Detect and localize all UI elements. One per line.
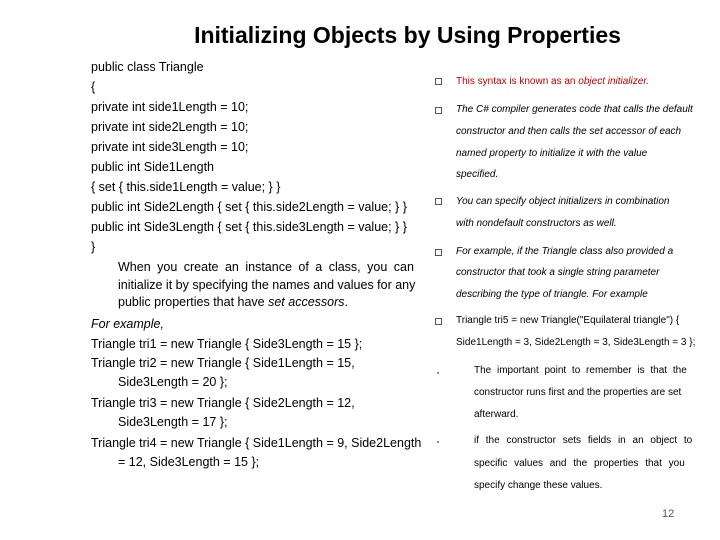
explanation-paragraph bbox=[118, 259, 421, 312]
bullet-text: constructor runs first and the properties are set bbox=[474, 387, 682, 398]
bullet-text: specified. bbox=[456, 169, 499, 180]
bullet-text bbox=[474, 365, 710, 376]
bullet-text: describing the type of triangle. For example bbox=[456, 289, 648, 300]
bullet-text: The C# compiler generates code that calls the default bbox=[456, 104, 693, 115]
code-line: { bbox=[91, 80, 96, 94]
for-example-label: For example, bbox=[91, 316, 164, 331]
paragraph-text: . bbox=[344, 295, 348, 309]
bullet-text: with nondefault constructors as well. bbox=[456, 218, 617, 229]
code-line: } bbox=[91, 240, 96, 254]
code-line: private int side1Length = 10; bbox=[91, 100, 249, 114]
square-bullet-icon bbox=[435, 318, 442, 325]
bullet-text: if the constructor sets fields in an object to bbox=[474, 435, 693, 446]
bullet-text: You can specify object initializers in combination bbox=[456, 196, 670, 207]
square-bullet-icon bbox=[435, 249, 442, 256]
emphasized-text: object initializer. bbox=[578, 76, 650, 87]
example-line: Triangle tri3 = new Triangle { Side2Length = 12, bbox=[91, 395, 355, 410]
bullet-text-red: This syntax is known as an bbox=[456, 76, 579, 87]
bullet-text: named property to initialize it with the value bbox=[456, 148, 648, 159]
code-line: public int Side3Length { set { this.side3Length = value; } } bbox=[91, 220, 407, 234]
slide-title: Initializing Objects by Using Properties bbox=[194, 22, 621, 48]
paragraph-line-1 bbox=[118, 259, 421, 277]
example-line-continuation: Side3Length = 20 }; bbox=[118, 374, 228, 389]
dot-bullet-icon bbox=[437, 372, 439, 374]
paragraph-text: public properties that have bbox=[118, 295, 269, 309]
bullet-text bbox=[456, 76, 649, 87]
bullet-text: For example, if the Triangle class also provided a bbox=[456, 246, 674, 257]
bullet-text: Side1Length = 3, Side2Length = 3, Side3Length = 3 }; bbox=[456, 337, 696, 348]
code-line: public int Side1Length bbox=[91, 160, 215, 174]
bullet-text: constructor that took a single string parameter bbox=[456, 267, 660, 278]
example-line: Triangle tri1 = new Triangle { Side3Length = 15 }; bbox=[91, 336, 363, 351]
square-bullet-icon bbox=[435, 198, 442, 205]
code-line: public class Triangle bbox=[91, 60, 204, 74]
square-bullet-icon bbox=[435, 78, 442, 85]
example-line-continuation: Side3Length = 17 }; bbox=[118, 414, 228, 429]
bullet-text: specify change these values. bbox=[474, 480, 603, 491]
paragraph-text: When you create an instance of a class, you can bbox=[118, 260, 414, 274]
dot-bullet-icon bbox=[437, 441, 439, 443]
left-column bbox=[91, 57, 426, 472]
code-line: private int side3Length = 10; bbox=[91, 140, 249, 154]
square-bullet-icon bbox=[435, 107, 442, 114]
example-line-continuation: = 12, Side3Length = 15 }; bbox=[118, 454, 260, 469]
bullet-text: Triangle tri5 = new Triangle("Equilateral triangle") { bbox=[456, 315, 680, 326]
bullet-text: constructor and then calls the set accessor of each bbox=[456, 126, 682, 137]
emphasized-text: set accessors bbox=[268, 295, 345, 309]
bullet-text-line: The important point to remember is that the bbox=[474, 365, 687, 376]
paragraph-line-3 bbox=[118, 294, 421, 312]
example-line: Triangle tri4 = new Triangle { Side1Length = 9, Side2Length bbox=[91, 435, 422, 450]
bullet-text: specific values and the properties that you bbox=[474, 458, 685, 469]
paragraph-text: initialize it by specifying the names and values for any bbox=[118, 277, 416, 292]
code-line: public int Side2Length { set { this.side2Length = value; } } bbox=[91, 200, 407, 214]
code-line: private int side2Length = 10; bbox=[91, 120, 249, 134]
code-line: { set { this.side1Length = value; } } bbox=[91, 180, 281, 194]
bullet-text: afterward. bbox=[474, 409, 519, 420]
example-line: Triangle tri2 = new Triangle { Side1Length = 15, bbox=[91, 355, 355, 370]
page-number: 12 bbox=[662, 508, 675, 520]
